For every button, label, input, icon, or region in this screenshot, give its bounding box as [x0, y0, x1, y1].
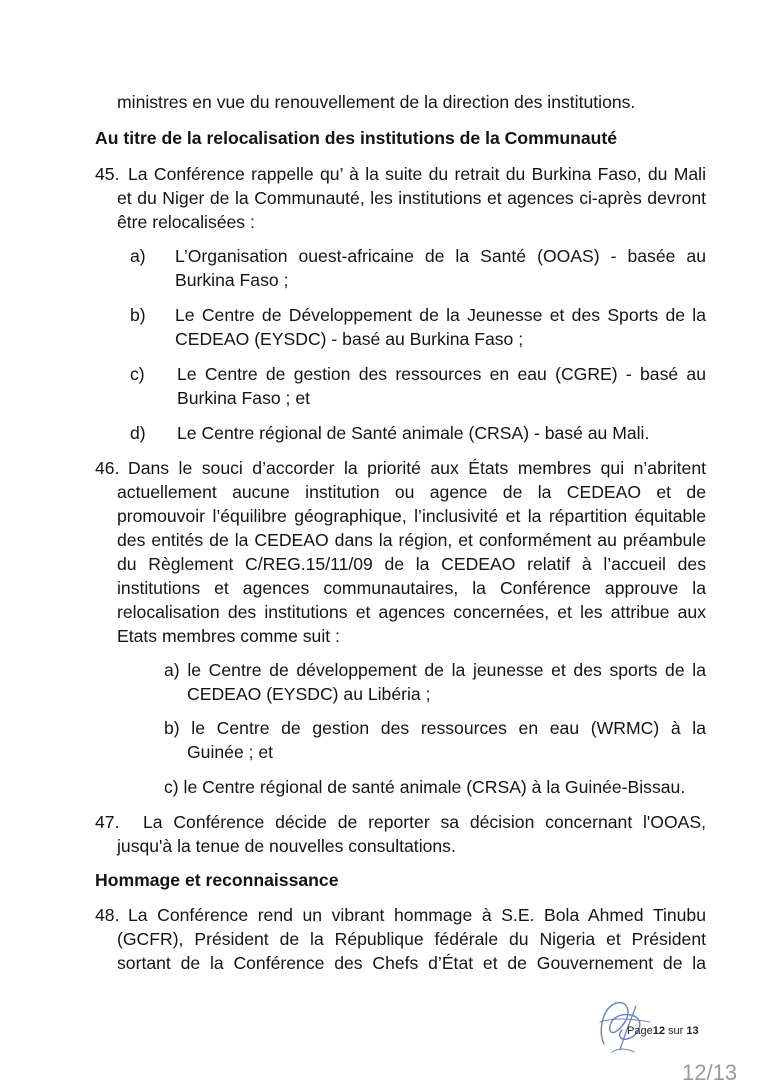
- allocation-item-a-line-2: CEDEAO (EYSDC) au Libéria ;: [187, 684, 431, 704]
- paragraph-46-line-5: du Règlement C/REG.15/11/09 de la CEDEAO relatif à l’accueil des: [117, 554, 706, 574]
- paragraph-48-line-2: (GCFR), Président de la République fédérale du Nigeria et Président: [117, 929, 706, 949]
- allocation-item-c-line-1: c) le Centre régional de santé animale (CRSA) à la Guinée-Bissau.: [164, 777, 686, 797]
- paragraph-47-line-2: jusqu'à la tenue de nouvelles consultations.: [117, 836, 456, 856]
- paragraph-45-line-3: être relocalisées :: [117, 212, 255, 232]
- paragraph-46-line-3: promouvoir l’équilibre géographique, l’inclusivité et la répartition équitable: [117, 506, 706, 526]
- list-item-b-line-1: Le Centre de Développement de la Jeunesse et des Sports de la: [175, 305, 706, 325]
- allocation-item-b-line-2: Guinée ; et: [187, 742, 274, 762]
- paragraph-46-line-2: actuellement aucune institution ou agence de la CEDEAO et de: [117, 482, 706, 502]
- paragraph-46-line-7: relocalisation des institutions et agences concernées, et les attribue aux: [117, 602, 706, 622]
- footer-sur: sur: [668, 1025, 684, 1037]
- paragraph-46-line-1: Dans le souci d’accorder la priorité aux États membres qui n’abritent: [128, 458, 706, 478]
- allocation-item-a-line-1: a) le Centre de développement de la jeunesse et des sports de la: [164, 660, 706, 680]
- list-item-d-line-1: Le Centre régional de Santé animale (CRSA) - basé au Mali.: [177, 423, 650, 443]
- viewer-page-counter: 12/13: [682, 1060, 738, 1085]
- paragraph-45-line-1: La Conférence rappelle qu’ à la suite du retrait du Burkina Faso, du Mali: [128, 164, 706, 184]
- paragraph-47-line-1: La Conférence décide de reporter sa décision concernant l'OOAS,: [143, 812, 706, 832]
- page-footer: [627, 1025, 699, 1037]
- list-item-a-line-2: Burkina Faso ;: [175, 270, 289, 290]
- list-label-c: c): [130, 364, 145, 384]
- paragraph-48-line-3: sortant de la Conférence des Chefs d’État et de Gouvernement de la: [117, 953, 706, 973]
- paragraph-number-45: 45.: [95, 164, 120, 184]
- footer-total-pages: 13: [686, 1025, 699, 1037]
- list-label-d: d): [130, 423, 146, 443]
- paragraph-46-line-6: institutions et agences communautaires, la Conférence approuve la: [117, 578, 706, 598]
- paragraph-46-line-4: des entités de la CEDEAO dans la région, et conformément au préambule: [117, 530, 706, 550]
- list-item-a-line-1: L’Organisation ouest-africaine de la Santé (OOAS) - basée au: [175, 246, 706, 266]
- list-label-b: b): [130, 305, 146, 325]
- section-heading-tribute: Hommage et reconnaissance: [95, 870, 339, 890]
- list-item-c-line-1: Le Centre de gestion des ressources en eau (CGRE) - basé au: [177, 364, 706, 384]
- allocation-item-b-line-1: b) le Centre de gestion des ressources en eau (WRMC) à la: [164, 718, 706, 738]
- paragraph-46-line-8: Etats membres comme suit :: [117, 626, 340, 646]
- continuation-line: ministres en vue du renouvellement de la direction des institutions.: [117, 92, 636, 112]
- list-item-c-line-2: Burkina Faso ; et: [177, 388, 310, 408]
- footer-page-number: 12: [652, 1025, 665, 1037]
- paragraph-number-48: 48.: [95, 905, 120, 925]
- paragraph-48-line-1: La Conférence rend un vibrant hommage à S.E. Bola Ahmed Tinubu: [128, 905, 706, 925]
- section-heading-relocation: Au titre de la relocalisation des institutions de la Communauté: [95, 128, 618, 148]
- footer-page-word: Page: [627, 1025, 653, 1037]
- list-item-b-line-2: CEDEAO (EYSDC) - basé au Burkina Faso ;: [175, 329, 524, 349]
- list-label-a: a): [130, 246, 146, 266]
- paragraph-number-46: 46.: [95, 458, 120, 478]
- paragraph-number-47: 47.: [95, 812, 120, 832]
- paragraph-45-line-2: et du Niger de la Communauté, les institutions et agences ci-après devront: [117, 188, 706, 208]
